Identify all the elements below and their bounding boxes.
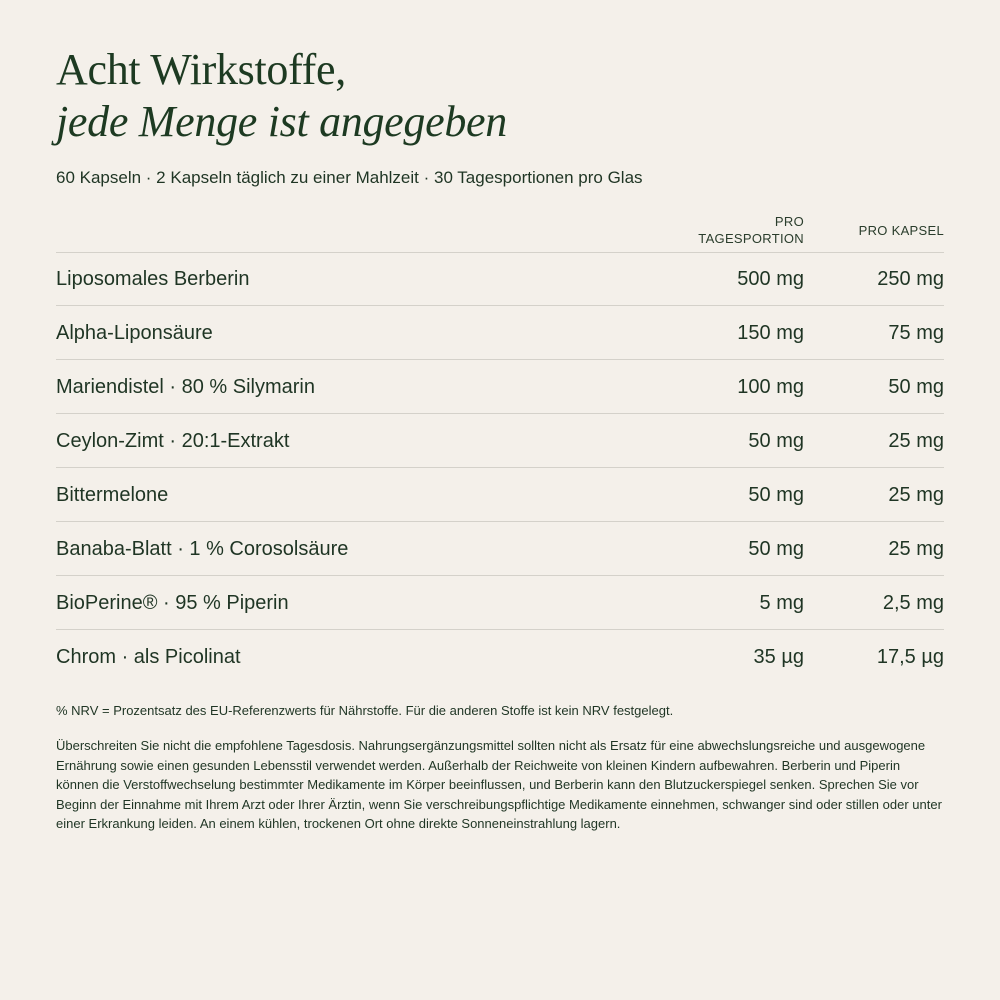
- table-row: [56, 360, 944, 414]
- title-line-2: jede Menge ist angegeben: [56, 97, 507, 146]
- daily-amount: 100 mg: [737, 376, 804, 398]
- table-row: [56, 630, 944, 683]
- table-row: [56, 522, 944, 576]
- page-title: [56, 44, 507, 148]
- capsule-amount: 25 mg: [888, 538, 944, 560]
- table-row: [56, 576, 944, 630]
- column-header-daily: [674, 213, 804, 247]
- warning-text: Überschreiten Sie nicht die empfohlene Tagesdosis. Nahrungsergänzungsmittel sollten nicht als Ersatz für eine abwechslungsreiche und ausgewogene Ernährung sowie einen gesunden Lebensstil verwendet werden. Außerhalb der Reichweite von kleinen Kindern aufbewahren. Berberin und Piperin können die Verstoffwechselung bestimmter Medikamente im Körper beeinflussen, und Berberin kann den Blutzuckerspiegel senken. Sprechen Sie vor Beginn der Einnahme mit Ihrem Arzt oder Ihrer Ärztin, wenn Sie verschreibungspflichtige Medikamente einnehmen, schwanger sind oder stillen oder unter einer Erkrankung leiden. An einem kühlen, trockenen Ort ohne direkte Sonneneinstrahlung lagern.: [56, 738, 942, 831]
- capsule-amount: 17,5 µg: [876, 646, 944, 668]
- daily-amount: 150 mg: [737, 322, 804, 344]
- ingredient-name: Bittermelone: [56, 484, 169, 506]
- dosage-summary: 60 Kapseln · 2 Kapseln täglich zu einer Mahlzeit · 30 Tagesportionen pro Glas: [56, 168, 643, 187]
- table-header: [56, 212, 944, 253]
- nrv-footnote: % NRV = Prozentsatz des EU-Referenzwerts für Nährstoffe. Für die anderen Stoffe ist kein NRV festgelegt.: [56, 703, 674, 718]
- capsule-amount: 2,5 mg: [882, 592, 944, 614]
- ingredient-name: Mariendistel · 80 % Silymarin: [56, 376, 315, 398]
- capsule-amount: 25 mg: [888, 430, 944, 452]
- capsule-amount: 50 mg: [888, 376, 944, 398]
- ingredient-name: Liposomales Berberin: [56, 268, 250, 290]
- ingredient-name: Ceylon-Zimt · 20:1-Extrakt: [56, 430, 290, 452]
- column-header-daily-line-2: TAGESPORTION: [698, 231, 804, 246]
- ingredient-name: Banaba-Blatt · 1 % Corosolsäure: [56, 538, 349, 560]
- capsule-amount: 250 mg: [877, 268, 944, 290]
- table-row: [56, 468, 944, 522]
- column-header-capsule: PRO KAPSEL: [858, 223, 944, 238]
- capsule-amount: 75 mg: [888, 322, 944, 344]
- daily-amount: 50 mg: [748, 538, 804, 560]
- ingredient-table: [56, 252, 944, 683]
- ingredient-name: BioPerine® · 95 % Piperin: [56, 592, 289, 614]
- daily-amount: 50 mg: [748, 484, 804, 506]
- daily-amount: 35 µg: [753, 646, 804, 668]
- table-row: [56, 252, 944, 306]
- capsule-amount: 25 mg: [888, 484, 944, 506]
- daily-amount: 500 mg: [737, 268, 804, 290]
- table-row: [56, 306, 944, 360]
- title-line-1: Acht Wirkstoffe,: [56, 45, 346, 94]
- ingredient-name: Alpha-Liponsäure: [56, 322, 213, 344]
- daily-amount: 50 mg: [748, 430, 804, 452]
- column-header-daily-line-1: PRO: [774, 214, 804, 229]
- ingredient-name: Chrom · als Picolinat: [56, 646, 241, 668]
- table-row: [56, 414, 944, 468]
- daily-amount: 5 mg: [759, 592, 804, 614]
